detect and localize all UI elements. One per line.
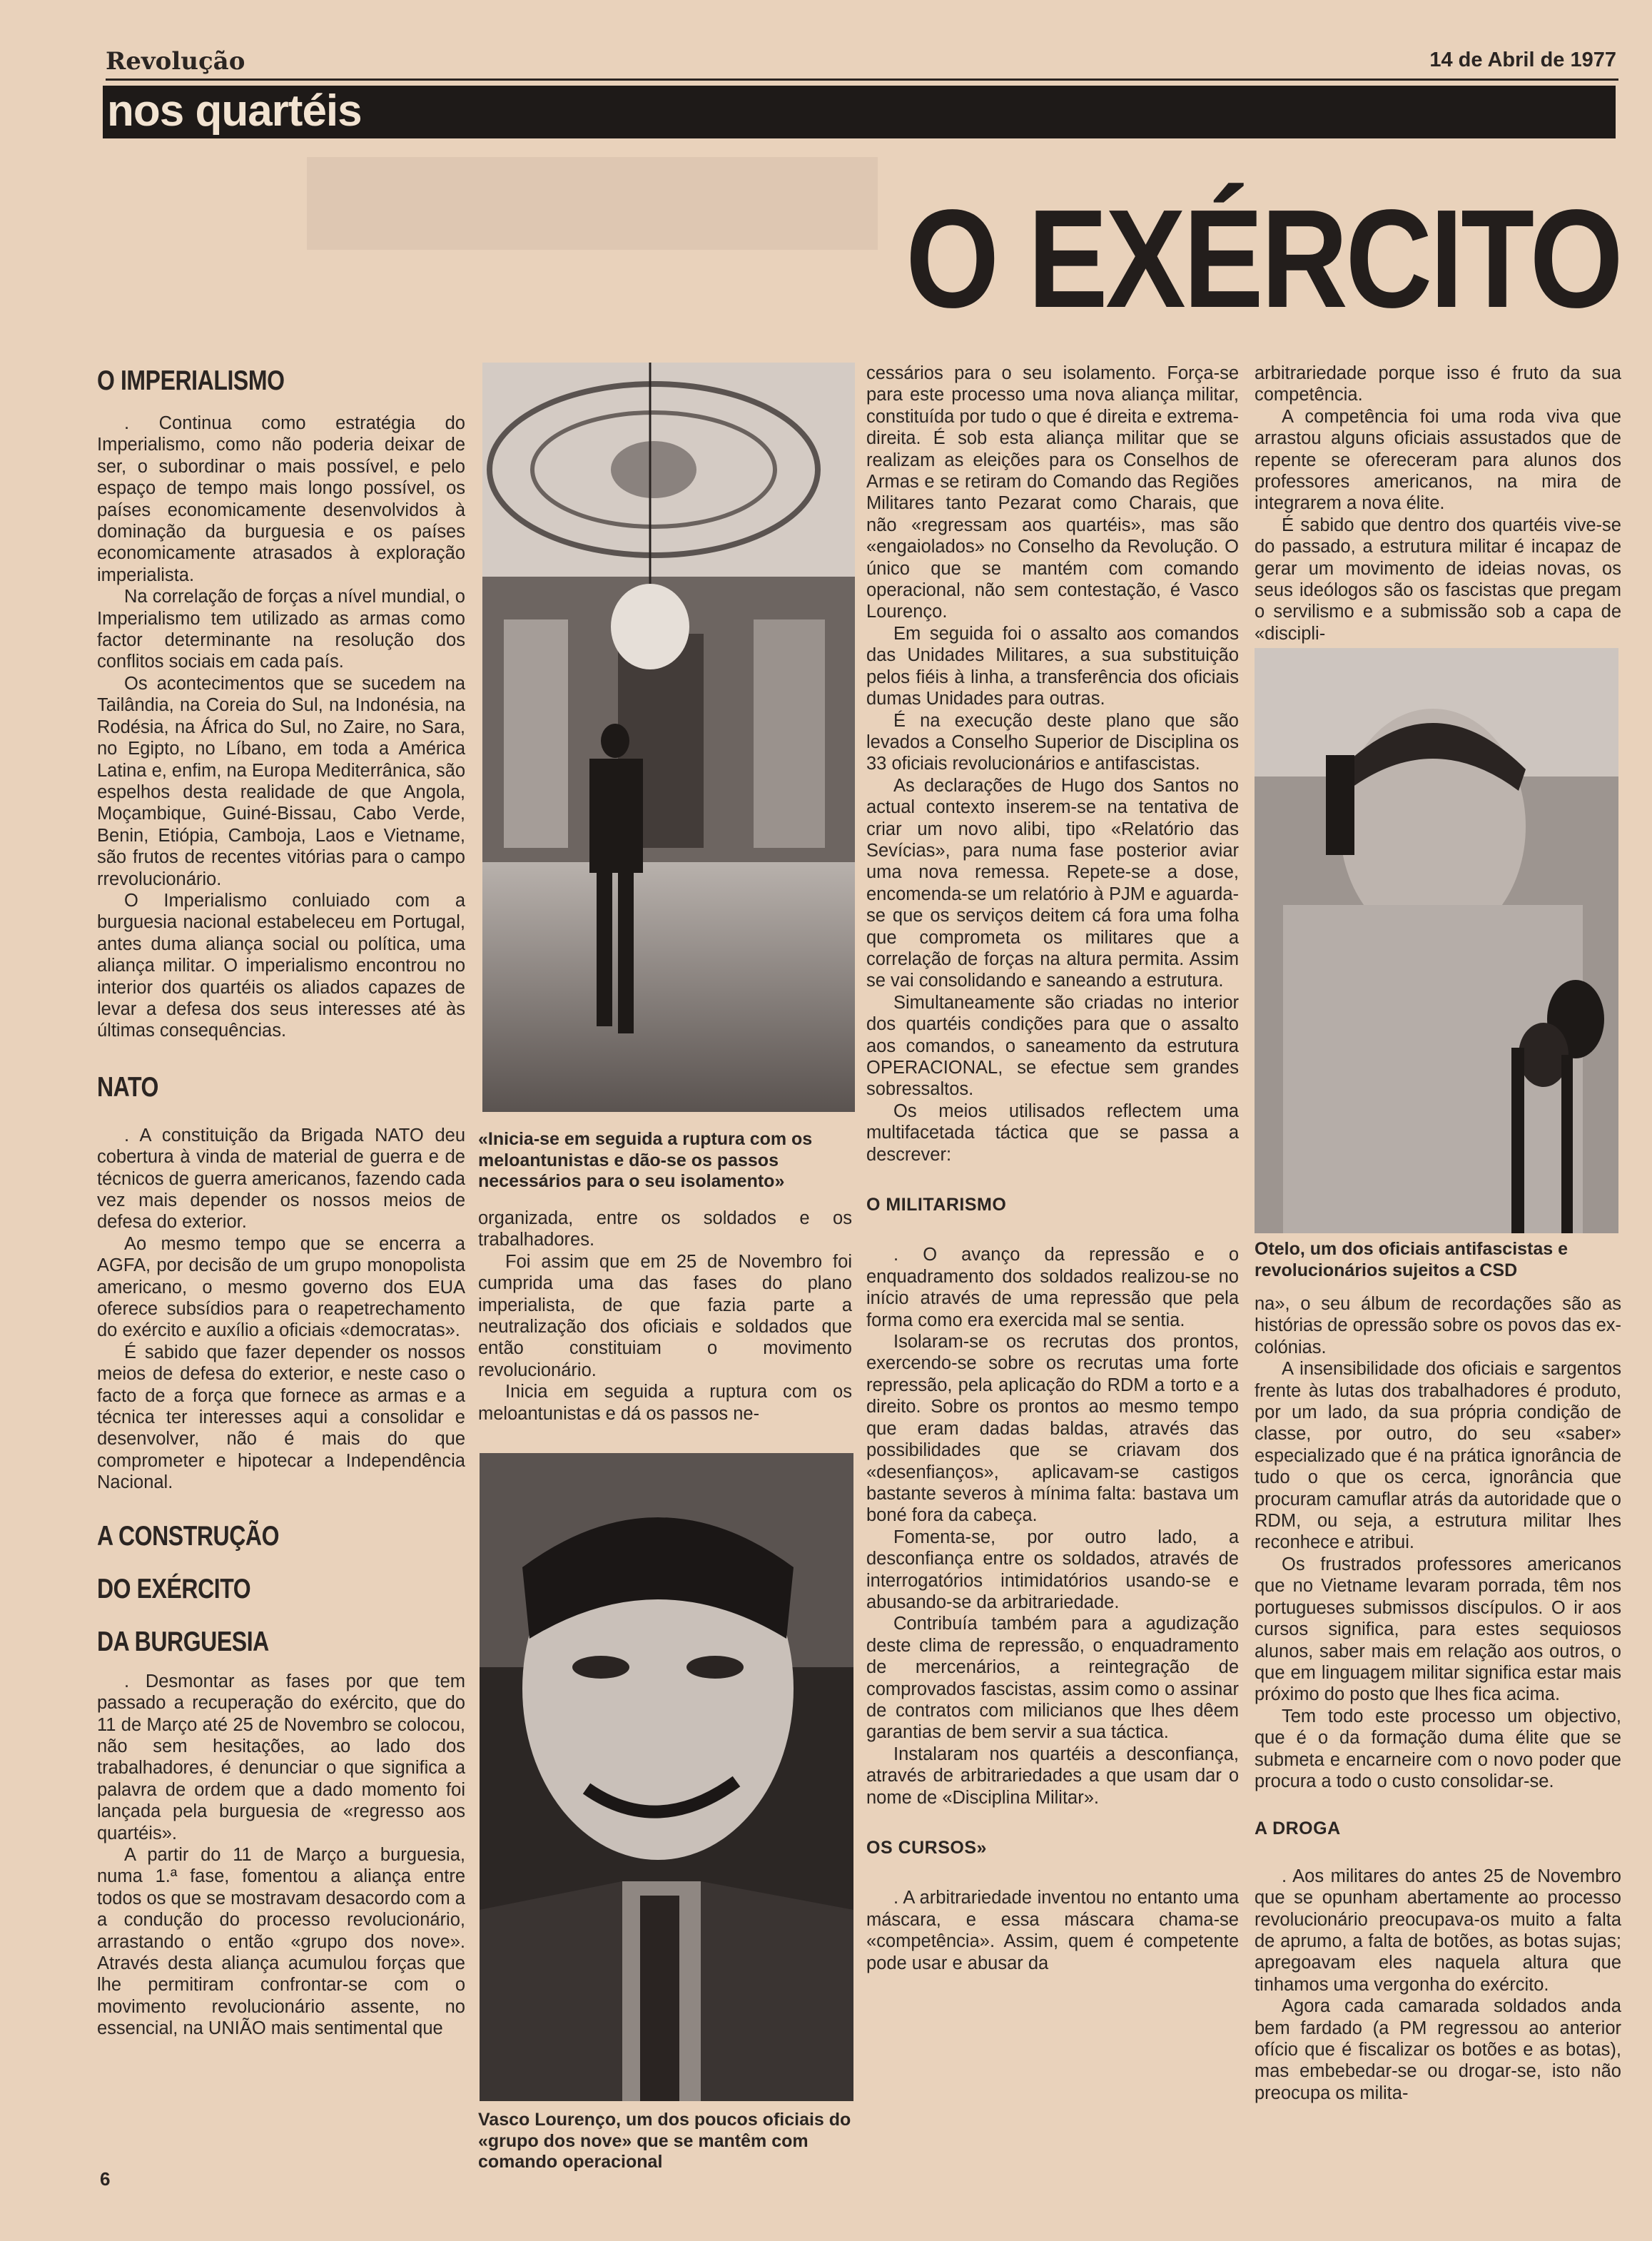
photo-vasco-lourenco bbox=[480, 1453, 853, 2101]
section-title: nos quartéis bbox=[107, 86, 362, 136]
subhead-construcao-line2: DO EXÉRCITO bbox=[97, 1573, 251, 1604]
paragraph: . Aos militares do antes 25 de Novembro que se opunham abertamente ao processo revolucionário preocupava-os muito a falta de aprumo, a falta de botões, as botas sujas; apregoavam eles naquela altura que tinhamos uma vergonha do exército. bbox=[1255, 1866, 1621, 1995]
column-3 bbox=[866, 363, 1239, 1974]
paragraph: Foi assim que em 25 de Novembro foi cumprida uma das fases do plano imperialista, de que fazia parte a neutralização dos oficiais e soldados que então constituiam o movimento revolucionário. bbox=[478, 1251, 852, 1380]
column-2-text bbox=[478, 1208, 852, 1425]
paragraph: . O avanço da repressão e o enquadramento dos soldados realizou-se no início através de uma repressão que pela forma como era exercida mal se sentia. bbox=[866, 1245, 1239, 1330]
paragraph: na», o seu álbum de recordações são as histórias de opressão sobre os povos das ex-colónias. bbox=[1255, 1294, 1621, 1357]
publication-name: Revolução bbox=[106, 47, 245, 76]
paragraph: Em seguida foi o assalto aos comandos das Unidades Militares, a sua substituição pelos fiéis à linha, a transferência dos oficiais dumas Unidades para outras. bbox=[866, 623, 1239, 709]
paragraph: A partir do 11 de Março a burguesia, numa 1.ª fase, fomentou a aliança entre todos os que se mostravam desacordo com a a condução do processo revolucionário, arrastando o então «grupo dos nove». Através desta aliança acumulou forças que lhe permitiram confrontar-se com o movimento revolucionário assente, no essencial, na UNIÃO mais sentimental que bbox=[97, 1844, 465, 2039]
paragraph: Inicia em seguida a ruptura com os meloantunistas e dá os passos ne- bbox=[478, 1382, 852, 1424]
paragraph: Tem todo este processo um objectivo, que é o da formação duma élite que se submeta e encarneire com o novo poder que procura a todo o custo consolidar-se. bbox=[1255, 1706, 1621, 1791]
photo-otelo bbox=[1255, 648, 1618, 1233]
paragraph: A insensibilidade dos oficiais e sargentos frente às lutas dos trabalhadores é produto, por um lado, da sua própria condição de classe, por outro, do seu «saber» especializado que é na prática ignorância de tudo o que os cerca, ignorância que procuram camuflar atrás da autoridade que o RDM, ou seja, a estrutura militar lhes reconhece e atribui. bbox=[1255, 1359, 1621, 1553]
paragraph: Na correlação de forças a nível mundial, o Imperialismo tem utilizado as armas como factor determinante na resolução dos conflitos sociais em cada país. bbox=[97, 587, 465, 672]
paragraph: . Continua como estratégia do Imperialismo, como não poderia deixar de ser, o subordinar o mais possível, e pelo espaço de tempo mais longo possível, os países economicamente desenvolvidos à dominação da burguesia e os países economicamente atrasados à exploração imperialista. bbox=[97, 413, 465, 585]
show-through-ghost bbox=[307, 157, 878, 250]
column-4-top bbox=[1255, 363, 1621, 644]
photo-otelo-caption: Otelo, um dos oficiais antifascistas e revolucionários sujeitos a CSD bbox=[1255, 1239, 1569, 1280]
paragraph: Agora cada camarada soldados anda bem fardado (a PM regressou ao anterior ofício que é fiscalizar os botões e as botas), mas embebedar-se ou drogar-se, isto não preocupa os milita- bbox=[1255, 1996, 1621, 2103]
subhead-construcao-line3: DA BURGUESIA bbox=[97, 1626, 269, 1657]
paragraph: Os meios utilisados reflectem uma multifacetada táctica que se passa a descrever: bbox=[866, 1101, 1239, 1165]
paragraph: Instalaram nos quartéis a desconfiança, através de arbitrariedades a que usam dar o nome de «Disciplina Militar». bbox=[866, 1744, 1239, 1808]
paragraph: Ao mesmo tempo que se encerra a AGFA, por decisão de um grupo monopolista americano, o mesmo governo dos EUA oferece subsídios para o reapetrechamento do exército e auxílio a oficiais «democratas». bbox=[97, 1233, 465, 1341]
paragraph: Os frustrados professores americanos que no Vietname levaram porrada, têm nos portugueses submissos discípulos. O ir aos cursos significa, para estes sequiosos alunos, saber mais em relação aos outros, o que em linguagem militar significa estar mais próximo do posto que lhes fica acima. bbox=[1255, 1554, 1621, 1705]
paragraph: Fomenta-se, por outro lado, a desconfiança entre os soldados, através de interrogatórios intimidatórios usando-se e abusando-se da arbitrariedade. bbox=[866, 1527, 1239, 1612]
paragraph: arbitrariedade porque isso é fruto da sua competência. bbox=[1255, 363, 1621, 405]
paragraph: cessários para o seu isolamento. Força-se para este processo uma nova aliança militar, constituída por tudo o que é direita e extrema-direita. É sob esta aliança militar que se realizam as eleições para os Conselhos de Armas e se retiram do Comando das Regiões Militares tanto Pezarat como Charais, que não «regressam aos quartéis», mas são «engaiolados» no Conselho da Revolução. O único que se mantém com comando operacional, não sem contestação, é Vasco Lourenço. bbox=[866, 363, 1239, 622]
paragraph: É sabido que fazer depender os nossos meios de defesa do exterior, e neste caso o facto de a força que fornece as armas e a técnica ter interesses aqui a consolidar e desenvolver, não é mais do que comprometer e hipotecar a Independência Nacional. bbox=[97, 1342, 465, 1493]
paragraph: O Imperialismo conluiado com a burguesia nacional estabeleceu em Portugal, antes duma aliança social ou política, uma aliança militar. O imperialismo encontrou no interior dos quartéis os aliados capazes de levar a defesa dos seus interesses até às últimas consequências. bbox=[97, 890, 465, 1041]
paragraph: Contribuía também para a agudização deste clima de repressão, o enquadramento de mercenários, a reintegração de comprovados fascistas, assim como o assinar de contratos com milicianos que lhes dêem garantias de bem servir a sua táctica. bbox=[866, 1614, 1239, 1743]
paragraph: . A constituição da Brigada NATO deu cobertura à vinda de material de guerra e de técnicos de guerra americanos, fazendo cada vez mais depender os nossos meios de defesa do exterior. bbox=[97, 1125, 465, 1233]
subhead-droga: A DROGA bbox=[1255, 1818, 1341, 1839]
paragraph: A competência foi uma roda viva que arrastou alguns oficiais assustados que de repente se ofereceram para alunos dos professores americanos, na mira de integrarem a nova élite. bbox=[1255, 406, 1621, 514]
column-4-bottom bbox=[1255, 1293, 1621, 2104]
article-headline: O EXÉRCITO bbox=[905, 181, 1621, 337]
subhead-cursos: OS CURSOS» bbox=[866, 1838, 987, 1858]
paragraph: . Desmontar as fases por que tem passado a recuperação do exército, que do 11 de Março até 25 de Novembro se colocou, não sem hesitações, ao lado dos trabalhadores, é denunciar o que significa a palavra de ordem que a dado momento foi lançada pela burguesia de «regresso aos quartéis». bbox=[97, 1671, 465, 1843]
subhead-construcao-line1: A CONSTRUÇÃO bbox=[97, 1520, 280, 1552]
paragraph: É sabido que dentro dos quartéis vive-se do passado, a estrutura militar é incapaz de gerar um movimento de ideias novas, os seus ideólogos são os fascistas que pregam o servilismo e a submissão sob a capa de «discipli- bbox=[1255, 515, 1621, 644]
paragraph: organizada, entre os soldados e os trabalhadores. bbox=[478, 1208, 852, 1250]
paragraph: Simultaneamente são criadas no interior dos quartéis condições para que o assalto aos comandos, o saneamento da estrutura OPERACIONAL, se efectue sem grandes sobressaltos. bbox=[866, 992, 1239, 1100]
paragraph: . A arbitrariedade inventou no entanto uma máscara, e essa máscara chama-se «competência». Assim, quem é competente pode usar e abusar da bbox=[866, 1888, 1239, 1973]
paragraph: Os acontecimentos que se sucedem na Tailândia, na Coreia do Sul, na Indonésia, na Rodésia, na África do Sul, no Zaire, no Sara, no Egipto, no Líbano, em toda a América Latina e, enfim, na Europa Mediterrânica, são espelhos desta realidade de que Angola, Moçambique, Guiné-Bissau, Cabo Verde, Benin, Etiópia, Camboja, Laos e Vietname, são frutos de recentes vitórias para o campo rrevolucionário. bbox=[97, 673, 465, 889]
subhead-imperialismo: O IMPERIALISMO bbox=[97, 365, 285, 396]
photo-vasco-lourenco-caption: Vasco Lourenço, um dos poucos oficiais do «grupo dos nove» que se mantêm com comando operacional bbox=[478, 2110, 851, 2172]
photo-palace-hall bbox=[482, 363, 855, 1112]
paragraph: É na execução deste plano que são levados a Conselho Superior de Disciplina os 33 oficiais revolucionários e antifascistas. bbox=[866, 710, 1239, 774]
paragraph: Isolaram-se os recrutas dos prontos, exercendo-se sobre os recrutas uma forte repressão, pela aplicação do RDM a torto e a direito. Sobre os prontos ao mesmo tempo que eram dadas baldas, através das possibilidades que se criavam dos «desenfianços», aplicavam-se castigos bastante severos à mínima falta: bastava um boné fora da cabeça. bbox=[866, 1332, 1239, 1526]
subhead-militarismo: O MILITARISMO bbox=[866, 1195, 1007, 1215]
subhead-nato: NATO bbox=[97, 1071, 159, 1103]
issue-date: 14 de Abril de 1977 bbox=[1429, 49, 1616, 71]
masthead-rule bbox=[106, 79, 1618, 81]
page-number: 6 bbox=[100, 2168, 111, 2190]
paragraph: As declarações de Hugo dos Santos no actual contexto inserem-se na tentativa de criar um novo alibi, tipo «Relatório das Sevícias», para numa fase posterior aviar uma nova remessa. Repete-se a dose, encomenda-se um relatório à PJM e aguarda-se que os serviços deitem cá fora uma folha que comprometa os militares que a correlação de forças na altura permita. Assim se vai consolidando e saneando a estrutura. bbox=[866, 775, 1239, 991]
section-bar bbox=[103, 86, 1616, 138]
photo-palace-hall-caption: «Inicia-se em seguida a ruptura com os meloantunistas e dão-se os passos necessários para o seu isolamento» bbox=[478, 1129, 813, 1191]
column-1 bbox=[97, 364, 465, 2040]
